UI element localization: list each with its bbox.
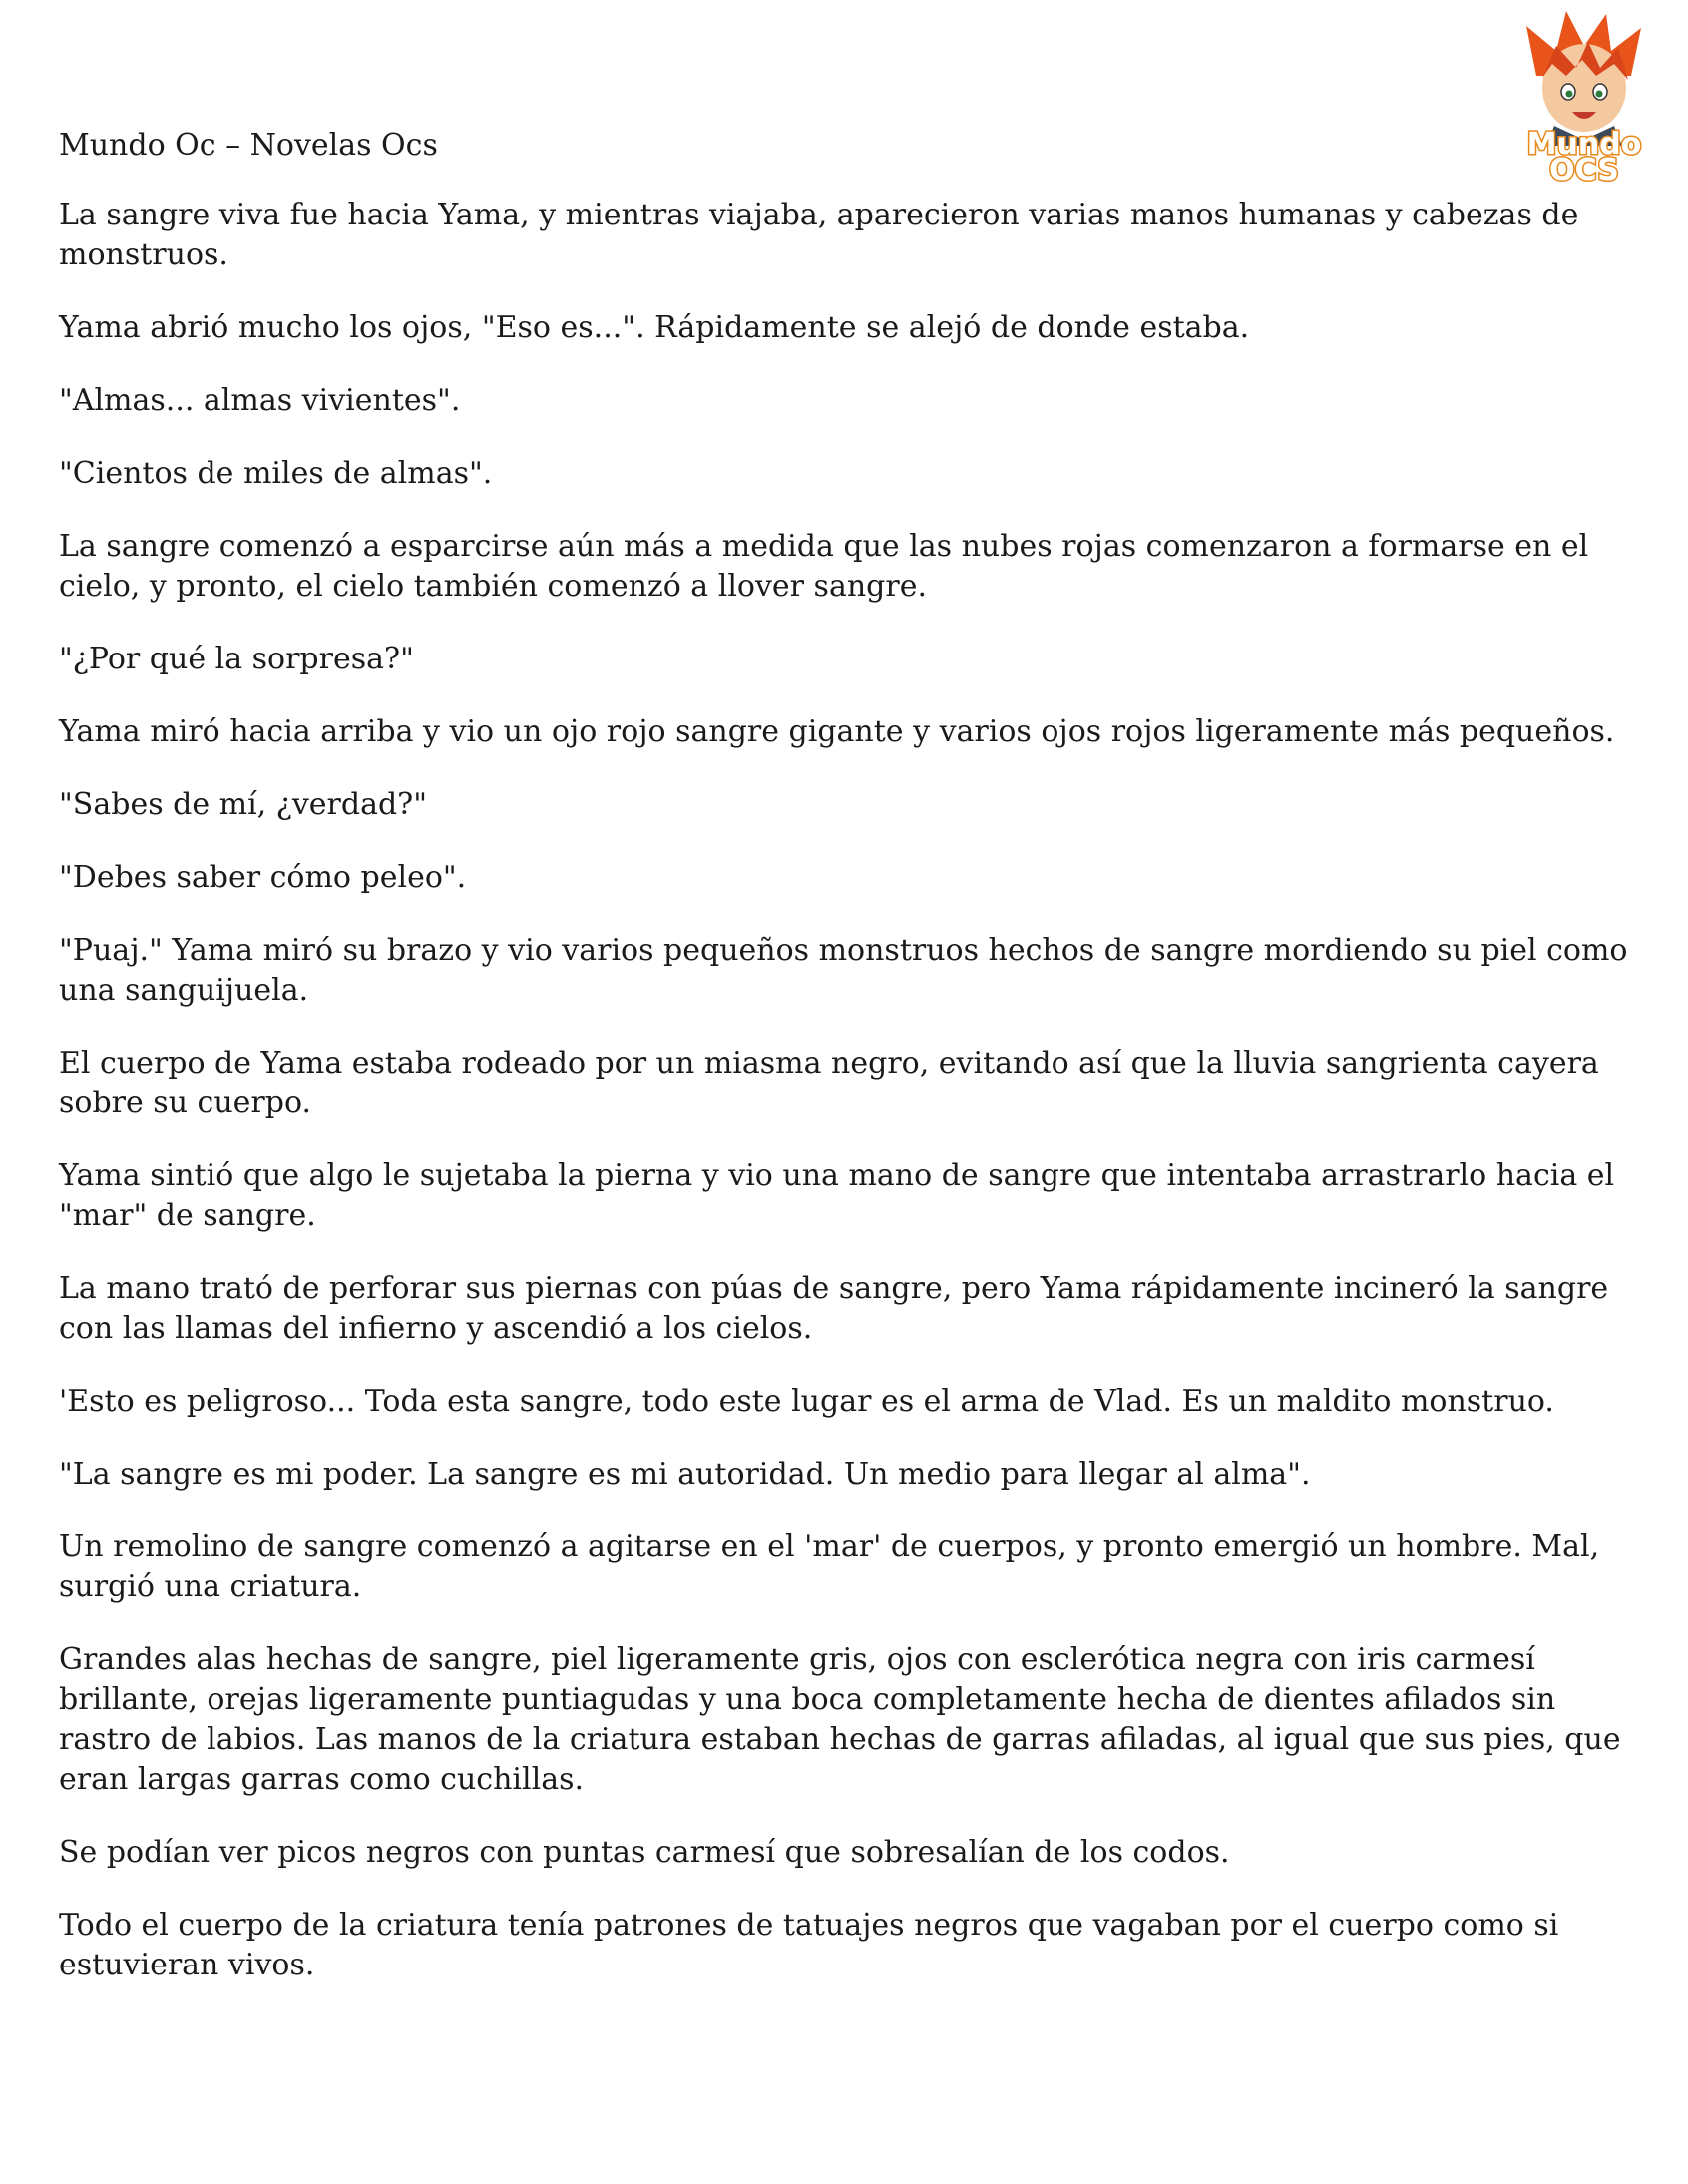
paragraph: "¿Por qué la sorpresa?" — [59, 642, 414, 676]
paragraph: Grandes alas hechas de sangre, piel ligeramente gris, ojos con esclerótica negra con iris carmesí brillante, orejas ligeramente puntiagudas y una boca completamente hecha de dientes afilados sin rastro de labios. Las manos de la criatura estaban hechas de garras afiladas, al igual que sus pies, que eran largas garras como cuchillas. — [59, 1642, 1621, 1797]
document-page — [59, 126, 1635, 2018]
paragraph: Se podían ver picos negros con puntas carmesí que sobresalían de los codos. — [59, 1835, 1230, 1870]
paragraph: 'Esto es peligroso... Toda esta sangre, todo este lugar es el arma de Vlad. Es un maldito monstruo. — [59, 1384, 1554, 1419]
paragraph: "Sabes de mí, ¿verdad?" — [59, 787, 428, 822]
paragraph: El cuerpo de Yama estaba rodeado por un miasma negro, evitando así que la lluvia sangrienta cayera sobre su cuerpo. — [59, 1046, 1599, 1120]
logo-text-line2: OCS — [1549, 153, 1619, 184]
paragraph: "Almas... almas vivientes". — [59, 383, 461, 418]
paragraph: "La sangre es mi poder. La sangre es mi autoridad. Un medio para llegar al alma". — [59, 1457, 1311, 1492]
paragraph: Yama abrió mucho los ojos, "Eso es...". Rápidamente se alejó de donde estaba. — [59, 310, 1250, 345]
paragraph: Yama sintió que algo le sujetaba la pierna y vio una mano de sangre que intentaba arrastrarlo hacia el "mar" de sangre. — [59, 1158, 1615, 1233]
paragraph: Todo el cuerpo de la criatura tenía patrones de tatuajes negros que vagaban por el cuerpo como si estuvieran vivos. — [59, 1908, 1559, 1982]
paragraph: Un remolino de sangre comenzó a agitarse en el 'mar' de cuerpos, y pronto emergió un hombre. Mal, surgió una criatura. — [59, 1529, 1600, 1604]
paragraph: "Debes saber cómo peleo". — [59, 860, 467, 895]
paragraph: "Puaj." Yama miró su brazo y vio varios pequeños monstruos hechos de sangre mordiendo su piel como una sanguijuela. — [59, 933, 1628, 1008]
page-header: Mundo Oc – Novelas Ocs — [59, 128, 438, 163]
paragraph: La mano trató de perforar sus piernas con púas de sangre, pero Yama rápidamente incineró la sangre con las llamas del infierno y ascendió a los cielos. — [59, 1271, 1609, 1346]
paragraph: La sangre comenzó a esparcirse aún más a medida que las nubes rojas comenzaron a formarse en el cielo, y pronto, el cielo también comenzó a llover sangre. — [59, 529, 1589, 604]
logo-text-line1: Mundo — [1526, 127, 1642, 162]
paragraph: Yama miró hacia arriba y vio un ojo rojo sangre gigante y varios ojos rojos ligeramente más pequeños. — [59, 714, 1615, 749]
paragraph: "Cientos de miles de almas". — [59, 456, 493, 491]
paragraph: La sangre viva fue hacia Yama, y mientras viajaba, aparecieron varias manos humanas y cabezas de monstruos. — [59, 198, 1579, 272]
